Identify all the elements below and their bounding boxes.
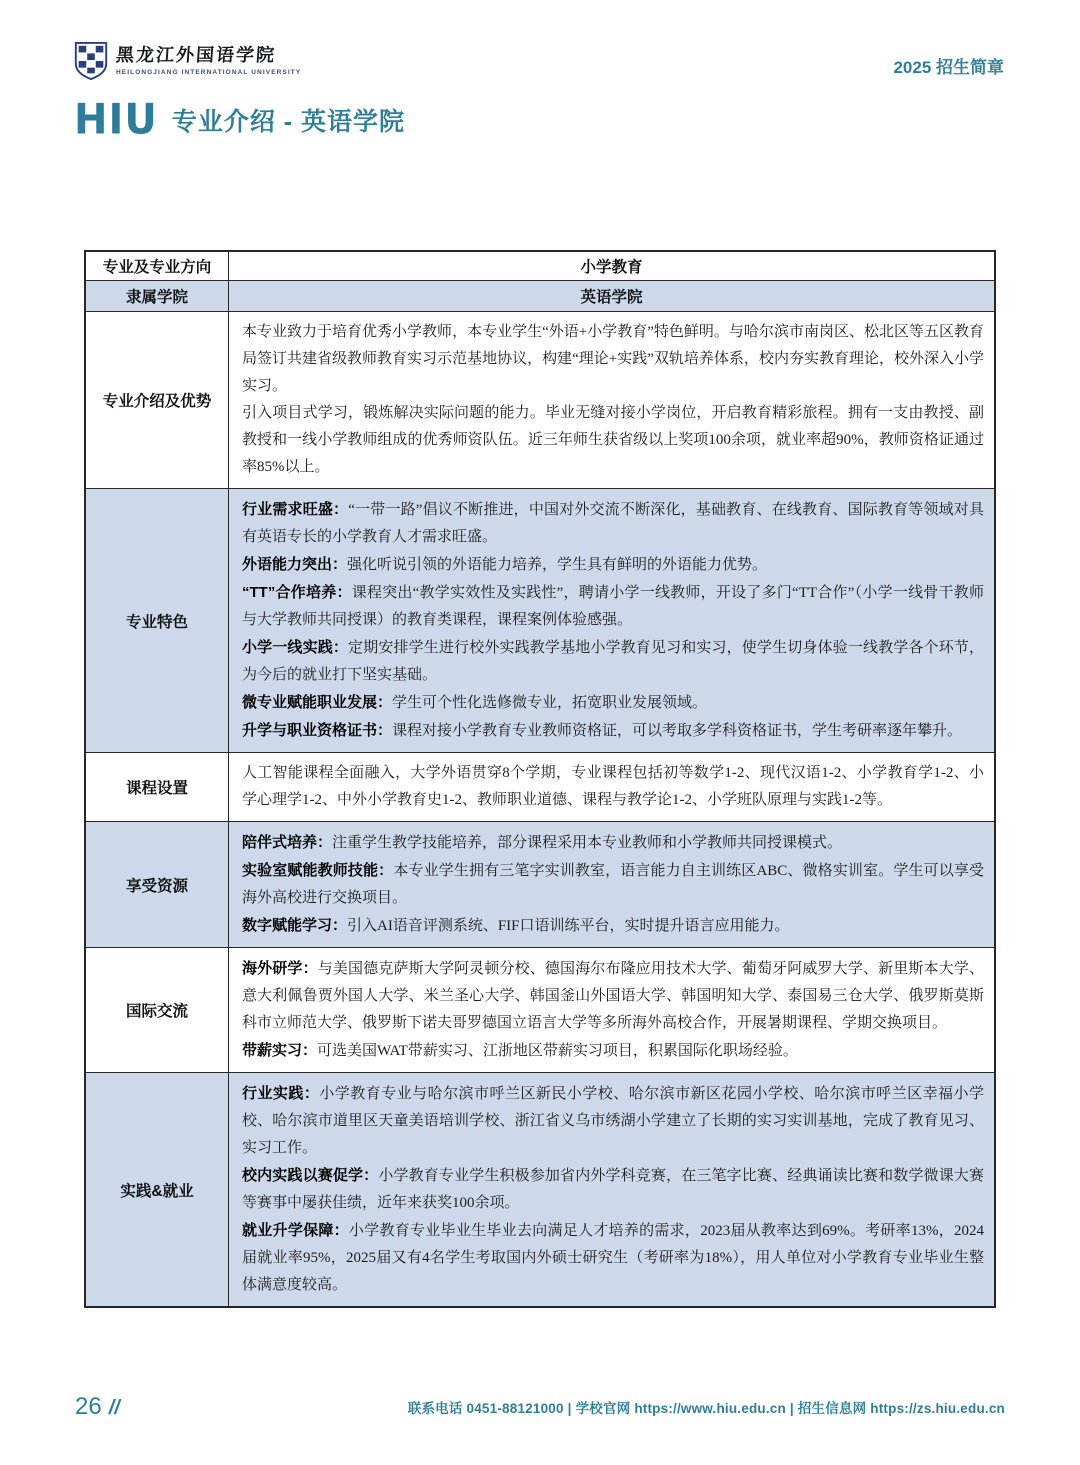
resource-item [242, 829, 984, 857]
feature-label: 微专业赋能职业发展： [242, 694, 393, 711]
row-header-major-direction: 专业及专业方向 [85, 251, 229, 281]
row-content-international [229, 948, 996, 1073]
university-name-block [116, 46, 301, 76]
page-number-slashes: // [108, 1397, 120, 1419]
intro-paragraph: 本专业致力于培育优秀小学教师，本专业学生“外语+小学教育”特色鲜明。与哈尔滨市南岗区、松北区等五区教育局签订共建省级教师教育实习示范基地协议，构建“理论+实践”双轨培养体系，校内夯实教育理论，校外深入小学实习。 [242, 324, 984, 394]
feature-text: 课程对接小学教育专业教师资格证，可以考取多学科资格证书，学生考研率逐年攀升。 [392, 723, 963, 739]
page-number [75, 1393, 120, 1421]
resource-item [242, 912, 984, 940]
row-header-intro: 专业介绍及优势 [85, 312, 229, 489]
university-name-cn: 黑龙江外国语学院 [115, 45, 277, 66]
major-spec-table [84, 250, 996, 1308]
feature-text: 定期安排学生进行校外实践教学基地小学教育见习和实习，使学生切身体验一线教学各个环节，为今后的就业打下坚实基础。 [242, 640, 984, 683]
intro-paragraph: 引入项目式学习，锻炼解决实际问题的能力。毕业无缝对接小学岗位，开启教育精彩旅程。拥有一支由教授、副教授和一线小学教师组成的优秀师资队伍。近三年师生获省级以上奖项100余项，就业率超90%，教师资格证通过率85%以上。 [242, 405, 984, 475]
curriculum-paragraph: 人工智能课程全面融入，大学外语贯穿8个学期，专业课程包括初等数学1-2、现代汉语1-2、小学教育学1-2、小学心理学1-2、中外小学教育史1-2、教师职业道德、课程与教学论1-2、小学班队原理与实践1-2等。 [242, 765, 984, 808]
feature-label: “TT”合作培养： [242, 584, 352, 601]
resource-text: 引入AI语音评测系统、FIF口语训练平台，实时提升语言应用能力。 [347, 918, 790, 934]
row-value-college-name: 英语学院 [229, 281, 996, 312]
resource-text: 注重学生教学技能培养，部分课程采用本专业教师和小学教师共同授课模式。 [332, 835, 843, 851]
row-content-intro [229, 312, 996, 489]
contact-info: 联系电话 0451-88121000 | 学校官网 https://www.hiu.edu.cn | 招生信息网 https://zs.hiu.edu.cn [407, 1401, 1005, 1416]
resource-label: 数字赋能学习： [242, 917, 348, 934]
feature-text: 学生可个性化选修微专业，拓宽职业发展领域。 [392, 695, 708, 711]
row-header-features: 专业特色 [85, 489, 229, 753]
feature-item [242, 496, 984, 551]
international-label: 带薪实习： [242, 1042, 318, 1059]
feature-label: 行业需求旺盛： [242, 501, 349, 518]
international-text: 与美国德克萨斯大学阿灵顿分校、德国海尔布隆应用技术大学、葡萄牙阿威罗大学、新里斯本大学、意大利佩鲁贾外国人大学、米兰圣心大学、韩国釜山外国语大学、韩国明知大学、泰国易三仓大学、俄罗斯莫斯科市立师范大学、俄罗斯下诺夫哥罗德国立语言大学等多所海外高校合作，开展暑期课程、学期交换项目。 [242, 961, 984, 1031]
feature-text: 强化听说引领的外语能力培养，学生具有鲜明的外语能力优势。 [347, 557, 768, 573]
feature-item [242, 579, 984, 634]
row-header-college: 隶属学院 [85, 281, 229, 312]
page-footer [75, 1393, 1005, 1421]
feature-label: 升学与职业资格证书： [242, 722, 393, 739]
practice-item [242, 1217, 984, 1299]
resource-text: 本专业学生拥有三笔字实训教室，语言能力自主训练区ABC、微格实训室。学生可以享受海外高校进行交换项目。 [242, 863, 984, 906]
feature-label: 小学一线实践： [242, 639, 349, 656]
feature-text: 课程突出“教学实效性及实践性”，聘请小学一线教师，开设了多门“TT合作”（小学一线骨干教师与大学教师共同授课）的教育类课程，课程案例体验感强。 [242, 585, 984, 628]
international-text: 可选美国WAT带薪实习、江浙地区带薪实习项目，积累国际化职场经验。 [317, 1043, 798, 1059]
practice-item [242, 1162, 984, 1217]
practice-item [242, 1080, 984, 1162]
university-shield-icon [74, 42, 108, 80]
practice-label: 校内实践以赛促学： [242, 1167, 379, 1184]
section-header [74, 95, 406, 145]
table-row-major [85, 251, 995, 281]
practice-text: 小学教育专业与哈尔滨市呼兰区新民小学校、哈尔滨市新区花园小学校、哈尔滨市呼兰区幸福小学校、哈尔滨市道里区天童美语培训学校、浙江省义乌市绣湖小学建立了长期的实习实训基地，完成了教育见习、实习工作。 [242, 1086, 984, 1156]
brochure-year-label: 2025 招生简章 [893, 58, 1004, 77]
page-title: 专业介绍 - 英语学院 [171, 108, 406, 136]
row-content-curriculum [229, 753, 996, 822]
practice-text: 小学教育专业毕业生毕业去向满足人才培养的需求，2023届从教率达到69%。考研率13%，2024届就业率95%，2025届又有4名学生考取国内外硕士研究生（考研率为18%），用人单位对小学教育专业毕业生整体满意度较高。 [242, 1223, 984, 1293]
row-header-curriculum: 课程设置 [85, 753, 229, 822]
hiu-logo: HIU [74, 95, 158, 145]
feature-item [242, 717, 984, 745]
practice-text: 小学教育专业学生积极参加省内外学科竞赛，在三笔字比赛、经典诵读比赛和数学微课大赛等赛事中屡获佳绩，近年来获奖100余项。 [242, 1168, 984, 1211]
table-row-features [85, 489, 995, 753]
row-header-international: 国际交流 [85, 948, 229, 1073]
international-item [242, 955, 984, 1037]
table-row-curriculum [85, 753, 995, 822]
row-content-features [229, 489, 996, 753]
page-number-value: 26 [75, 1393, 102, 1420]
table-row-international [85, 948, 995, 1073]
international-item [242, 1037, 984, 1065]
row-content-practice [229, 1073, 996, 1308]
international-label: 海外研学： [242, 960, 318, 977]
row-header-practice: 实践&就业 [85, 1073, 229, 1308]
table-row-resources [85, 822, 995, 948]
feature-item [242, 551, 984, 579]
row-value-major-name: 小学教育 [229, 251, 996, 281]
feature-item [242, 689, 984, 717]
feature-item [242, 634, 984, 689]
feature-label: 外语能力突出： [242, 556, 348, 573]
resource-label: 实验室赋能教师技能： [242, 862, 394, 879]
row-header-resources: 享受资源 [85, 822, 229, 948]
practice-label: 就业升学保障： [242, 1222, 349, 1239]
feature-text: “一带一路”倡议不断推进，中国对外交流不断深化，基础教育、在线教育、国际教育等领域对具有英语专长的小学教育人才需求旺盛。 [242, 502, 984, 545]
table-row-college [85, 281, 995, 312]
row-content-resources [229, 822, 996, 948]
practice-label: 行业实践： [242, 1085, 320, 1102]
table-row-practice [85, 1073, 995, 1308]
table-row-intro [85, 312, 995, 489]
university-name-en: HEILONGJIANG INTERNATIONAL UNIVERSITY [116, 68, 302, 76]
university-logo [74, 42, 301, 80]
resource-label: 陪伴式培养： [242, 834, 333, 851]
resource-item [242, 857, 984, 912]
